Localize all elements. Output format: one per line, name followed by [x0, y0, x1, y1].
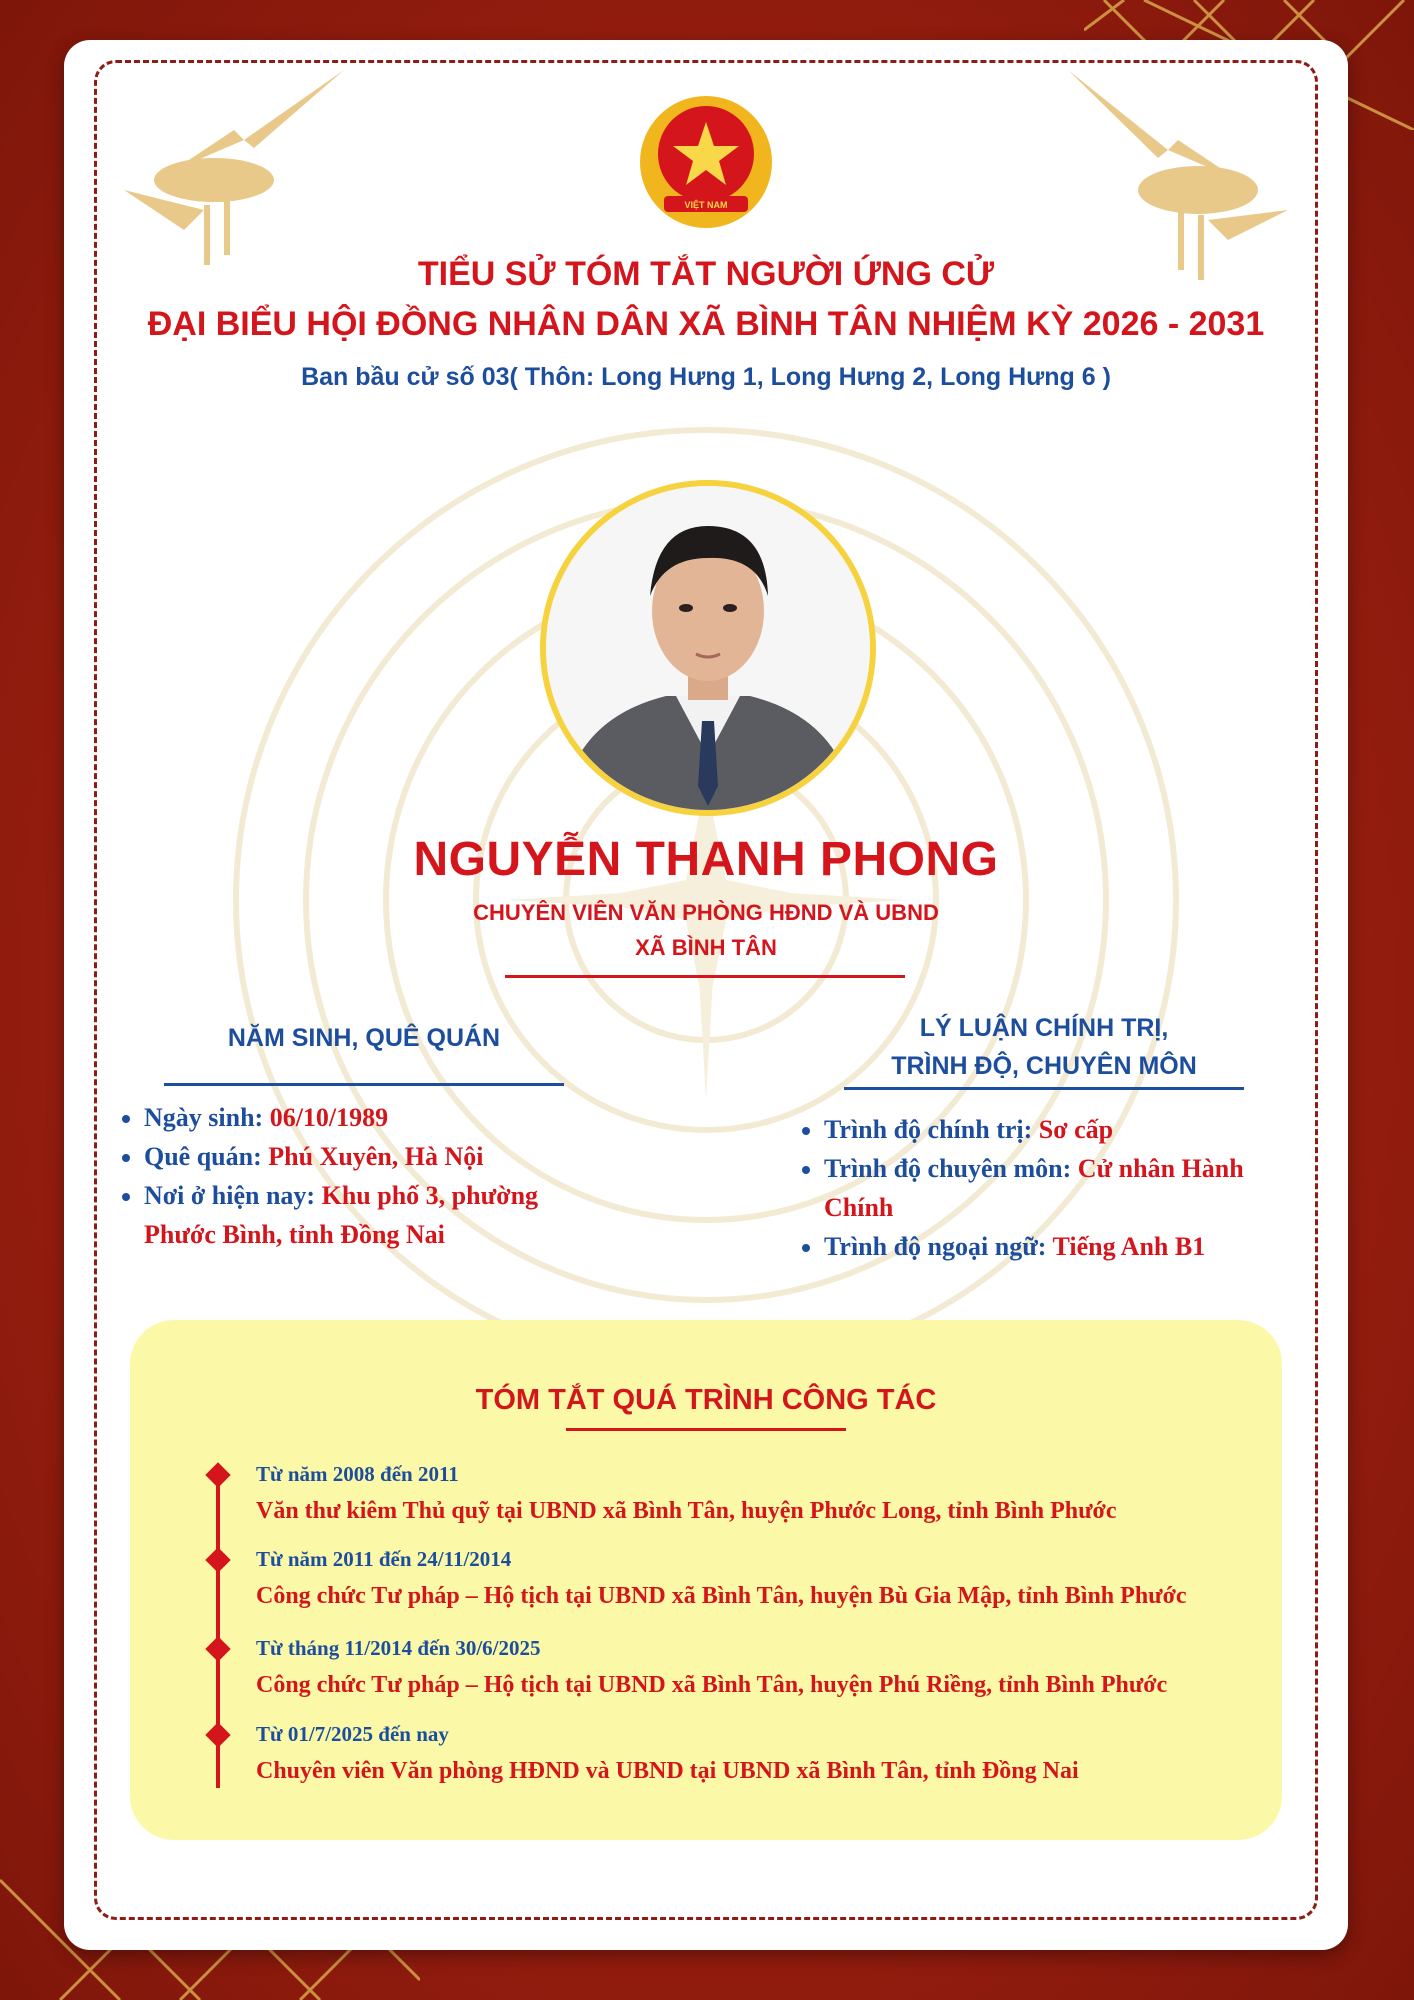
candidate-role-line-1: CHUYÊN VIÊN VĂN PHÒNG HĐND VÀ UBND	[473, 900, 939, 925]
name-divider	[505, 975, 905, 978]
list-item	[824, 1149, 1284, 1227]
birth-heading-underline	[164, 1083, 564, 1086]
candidate-name: NGUYỄN THANH PHONG	[413, 833, 999, 886]
info-label: Trình độ ngoại ngữ:	[824, 1232, 1053, 1261]
career-period: Từ 01/7/2025 đến nay	[256, 1722, 449, 1746]
career-description: Văn thư kiêm Thủ quỹ tại UBND xã Bình Tân, huyện Phước Long, tỉnh Bình Phước	[256, 1498, 1117, 1524]
education-section-heading	[844, 1010, 1244, 1085]
timeline-marker-icon	[205, 1636, 230, 1661]
info-value: Tiếng Anh B1	[1052, 1232, 1206, 1261]
info-value: Sơ cấp	[1038, 1115, 1114, 1144]
portrait-illustration	[546, 486, 870, 810]
career-period: Từ năm 2011 đến 24/11/2014	[256, 1547, 512, 1571]
timeline-marker-icon	[205, 1722, 230, 1747]
education-heading-underline	[844, 1087, 1244, 1090]
career-heading-underline	[566, 1428, 846, 1431]
list-item	[144, 1137, 614, 1176]
title-line-2: ĐẠI BIỂU HỘI ĐỒNG NHÂN DÂN XÃ BÌNH TÂN NHIỆM KỲ 2026 - 2031	[147, 305, 1265, 343]
crane-motif-left	[94, 70, 354, 270]
list-item	[144, 1098, 614, 1137]
info-value: Khu phố 3, phường Phước Bình, tỉnh Đồng Nai	[144, 1181, 539, 1249]
career-panel	[130, 1320, 1282, 1840]
electoral-unit: Ban bầu cử số 03( Thôn: Long Hưng 1, Long Hưng 2, Long Hưng 6 )	[301, 363, 1111, 391]
birth-section-heading: NĂM SINH, QUÊ QUÁN	[227, 1024, 501, 1052]
career-description: Công chức Tư pháp – Hộ tịch tại UBND xã Bình Tân, huyện Phú Riềng, tỉnh Bình Phước	[256, 1672, 1168, 1698]
info-label: Trình độ chính trị:	[824, 1115, 1039, 1144]
info-value: 06/10/1989	[269, 1103, 389, 1132]
birth-info-list	[114, 1098, 614, 1254]
career-period: Từ tháng 11/2014 đến 30/6/2025	[256, 1636, 541, 1660]
candidate-card	[64, 40, 1348, 1950]
title-line-1: TIỂU SỬ TÓM TẮT NGƯỜI ỨNG CỬ	[417, 255, 995, 293]
career-description: Công chức Tư pháp – Hộ tịch tại UBND xã Bình Tân, huyện Bù Gia Mập, tỉnh Bình Phước	[256, 1583, 1187, 1609]
career-description: Chuyên viên Văn phòng HĐND và UBND tại UBND xã Bình Tân, tỉnh Đồng Nai	[256, 1758, 1079, 1784]
candidate-role-line-2: XÃ BÌNH TÂN	[635, 935, 777, 960]
timeline-marker-icon	[205, 1462, 230, 1487]
info-label: Ngày sinh:	[144, 1103, 270, 1132]
info-label: Quê quán:	[144, 1142, 269, 1171]
career-heading: TÓM TẮT QUÁ TRÌNH CÔNG TÁC	[475, 1384, 937, 1416]
education-info-list	[794, 1110, 1284, 1266]
education-heading-line-2: TRÌNH ĐỘ, CHUYÊN MÔN	[891, 1051, 1197, 1080]
career-period: Từ năm 2008 đến 2011	[256, 1462, 459, 1486]
info-label: Nơi ở hiện nay:	[144, 1181, 322, 1210]
info-value: Phú Xuyên, Hà Nội	[268, 1142, 484, 1171]
info-value: Cử nhân Hành Chính	[824, 1154, 1244, 1222]
info-label: Trình độ chuyên môn:	[824, 1154, 1078, 1183]
list-item	[144, 1176, 614, 1254]
timeline-marker-icon	[205, 1547, 230, 1572]
education-heading-line-1: LÝ LUẬN CHÍNH TRỊ,	[919, 1014, 1169, 1042]
list-item	[824, 1110, 1284, 1149]
list-item	[824, 1227, 1284, 1266]
national-emblem	[636, 92, 776, 232]
candidate-photo	[540, 480, 876, 816]
emblem-text: VIỆT NAM	[684, 200, 728, 210]
